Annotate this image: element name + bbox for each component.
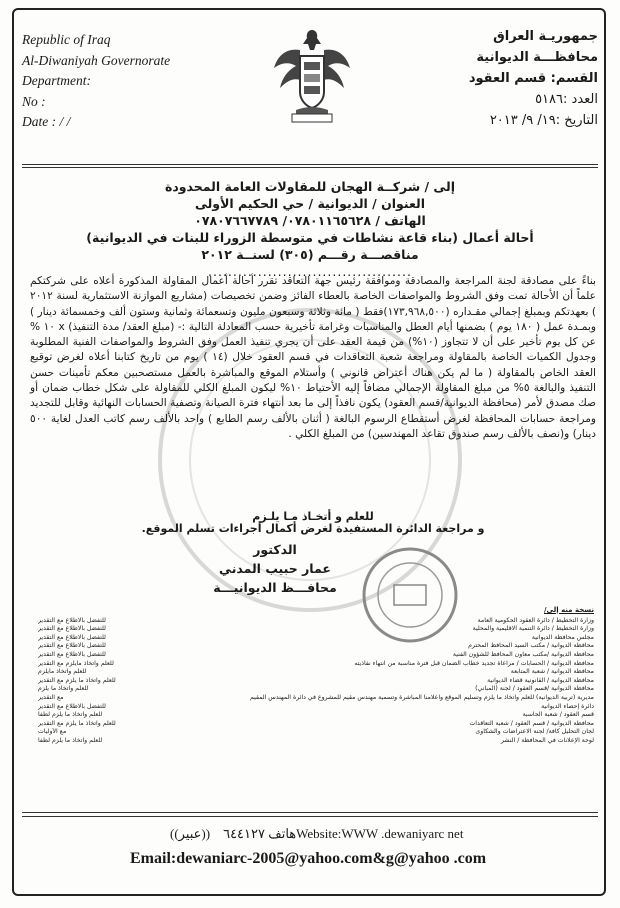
cc-note: مع التقدير <box>38 693 64 701</box>
cc-note: للعلم واتخاذ ما يلزم <box>38 685 89 693</box>
closing-line-1: للعلم و أتخـاذ مـا يلـزم <box>252 510 374 523</box>
country-ar: جمهوريـة العراق <box>493 29 598 44</box>
subject: أحالة أعمال (بناء قاعة نشاطات في متوسطة الزوراء للبنات في الديوانية) <box>86 230 534 245</box>
eagle-emblem-icon <box>270 22 354 128</box>
cc-recipient: مديرية (تربية الديوانية) للعلم واتخاذ ما يلزم وتسليم الموقع واعلامنا المباشرة وتسمية مهندس مقيم للمشروع في دائرة المهندس المقيم <box>250 693 594 701</box>
cc-recipient: محافظة الديوانية / شعبة المتابعة <box>510 668 594 676</box>
cc-note: للعلم واتخاذ مايلزم مع التقدير <box>38 659 114 667</box>
cc-note: للتفضل بالاطلاع مع التقدير <box>38 633 106 641</box>
governorate-ar: محافظـــة الديوانية <box>476 50 598 65</box>
cc-title: نسخة منه إلى/ <box>543 606 594 614</box>
footer-divider <box>22 812 598 813</box>
list-item <box>38 728 594 737</box>
list-item <box>38 660 594 669</box>
governorate-en: Al-Diwaniyah Governorate <box>22 52 171 68</box>
signature-name: عمار حبيب المدني <box>219 561 331 576</box>
department-en: Department: <box>22 73 91 88</box>
cc-recipient: محافظة الديوانية / قسم العقود / شعبة التعاقدات <box>469 719 594 727</box>
department-ar: القسم: قسم العقود <box>468 71 598 86</box>
footer-phone: هاتف ٦٤٤١٢٧ <box>223 826 297 841</box>
date-ar: التاريخ :١٩/ ٩/ ٢٠١٣ <box>489 113 598 128</box>
cc-recipient: دائرة إحصاء الديوانية <box>541 702 594 710</box>
recipient-address: العنوان / الديوانية / حي الحكيم الأولى <box>194 196 426 211</box>
cc-list <box>38 606 594 746</box>
cc-recipient: وزارة التخطيط / دائرة العقود الحكومية العامة <box>477 616 594 624</box>
letter-body <box>30 274 596 442</box>
signature-title: الدكتور <box>253 542 297 557</box>
cc-recipient: قسم العقود / شعبة الحاسبة <box>522 711 594 719</box>
number-ar: العدد :٥١٨٦ <box>535 92 598 107</box>
cc-recipient: محافظة الديوانية / القانونية قضاء الديوانية <box>487 676 594 684</box>
cc-recipient: لوحة الإعلانات في المحافظة / النشر <box>500 736 594 744</box>
cc-recipient: مجلس محافظة الديوانية <box>531 633 594 641</box>
list-item <box>38 711 594 720</box>
footer-website: ((عبير))Website:WWW .dewaniyarc net <box>170 826 464 841</box>
cc-note: للعلم واتخاذ ما يلزم لطفاً <box>38 736 103 744</box>
cc-note: للعلم واتخاذ ما يلزم لطفاً <box>38 711 103 719</box>
list-item <box>38 677 594 686</box>
cc-recipient: محافظة الديوانية /مكتب معاون المحافظ للشؤون الفنية <box>452 650 594 658</box>
tender-number: مناقصـــة رقـــم (٣٠٥) لسنــة ٢٠١٢ <box>201 247 419 262</box>
signature-block <box>190 540 360 597</box>
footer-divider-2 <box>22 816 598 817</box>
cc-note: مع الأوليات <box>38 728 67 736</box>
cc-note: للعلم واتخاذ ما يلزم مع التقدير <box>38 719 116 727</box>
list-item <box>38 617 594 626</box>
list-item <box>38 651 594 660</box>
cc-note: للتفضل بالاطلاع مع التقدير <box>38 642 106 650</box>
country-en: Republic of Iraq <box>22 32 111 47</box>
signature-role: محافـــظ الديوانيـــة <box>213 580 337 595</box>
cc-recipient: محافظة الديوانية / الحسابات / مراعاة تجديد خطاب الضمان قبل فترة مناسبة من انتهاء نفاذيته <box>354 659 594 667</box>
cc-note: للعلم واتخاذ ما يلزم مع التقدير <box>38 676 116 684</box>
date-en: Date : / / <box>22 114 71 129</box>
footer-contact <box>170 826 500 842</box>
list-item <box>38 694 594 703</box>
cc-recipient: لجان التحليل كافة/ لجنة الاعتراضات والشكاوى <box>475 728 594 736</box>
list-item <box>38 668 594 677</box>
list-item <box>38 685 594 694</box>
closing-line-2: و مراجعة الدائرة المستفيدة لغرض أكمال أجراءات تسلم الموقع. <box>141 522 485 535</box>
cc-note: للعلم واتخاذ مايلزم <box>38 668 87 676</box>
recipient: إلى / شركــة الهجان للمقاولات العامة المحدودة <box>164 179 456 194</box>
cc-recipient: محافظة الديوانية /قسم العقود / لجنة (المباني) <box>475 685 594 693</box>
cc-recipient: وزارة التخطيط / دائرة التنمية الاقليمية والمحلية <box>472 625 594 633</box>
cc-note: للتفضل بالاطلاع مع التقدير <box>38 702 106 710</box>
list-item <box>38 720 594 729</box>
list-item <box>38 634 594 643</box>
list-item <box>38 642 594 651</box>
recipient-phone: الهاتف / ٠٧٨٠١١٦٥٦٢٨/ ٠٧٨٠٧٦٦٧٧٨٩ <box>194 213 426 228</box>
number-en: No : <box>22 93 46 109</box>
dotted-separator: ......................................... <box>208 264 412 279</box>
cc-recipient: محافظة الديوانية / مكتب السيد المحافظ المحترم <box>468 642 594 650</box>
address-block <box>30 178 590 280</box>
list-item <box>38 737 594 746</box>
header-left <box>22 30 212 133</box>
footer-email: Email:dewaniarc-2005@yahoo.com&g@yahoo .com <box>130 850 487 867</box>
header-divider <box>22 164 598 165</box>
header-right <box>398 26 598 131</box>
header-divider-2 <box>22 167 598 168</box>
cc-note: للتفضل بالاطلاع مع التقدير <box>38 625 106 633</box>
cc-note: للتفضل بالاطلاع مع التقدير <box>38 616 106 624</box>
list-item <box>38 625 594 634</box>
cc-note: للتفضل بالاطلاع مع التقدير <box>38 650 106 658</box>
body-paragraph: بناءً على مصادقة لجنة المراجعة والمصادقة وموافقة رئيس جهة التعاقد تقرر أحالة أعمال المقاولة المذكورة أعلاه على شركتكم علماً أن الأحالة تمت وفق الشروط والمواصفات الخاصة بالعطاء الفائز وضمن تخصيصات (مشاريع الموازنة الاستثمارية لسنة ٢٠١٢ ) بعهدتكم وبمبلغ إجمالي مقـداره (١٧٣,٩٦٨,٥٠٠)فقط ( مائة وثلاثة وسبعون مليون وتسعمائة وثمانية وستون ألف وخمسمائة دينار ) وبمـدة عمل ( ١٨٠ يوم ) بضمنها أيام العطل والمناسبات وغرامة تأخيرية حسب المعادلة التالية :- (مبلغ العقد/ مدة التنفيذ) x ١٠ % عن كل يوم تأخير على أن لا تتجاوز (١٠%) من قيمة العقد على أن يجري تنفيذ العمل وفق الشروط والمواصفات الفنية المطلوبة وجدول الكميات الخاصة بالمقاولة ومراجعة شعبة التعاقدات في قسم العقود خلال (١٤ ) يوم من تاريخ كتابنا أعلاه لغرض توقيع العقد الخاص بالمقاولة ( ما لم يكن هناك أعتراض قانوني ) وأستلام الموقع والمباشرة بالعمل مستصحبين معكم تأمينات حسن التنفيذ والبالغة ٥% من مبلغ المقاولة الإجمالي مضافاً إليه الأحتياط ١٠% ليكون المبلغ الكلي للمقاولة على شكل خطاب ضمان أو صك مصدق لأمر (محافظة الديوانية/قسم العقود) يكون نافذاً إلى ما بعد أنتهاء فترة الصيانة وتصفية الحسابات النهائية وقابل للتجديد ومراجعة حسابات المحافظة لغرض أستقطاع الرسوم البالغة ( أثنان بالألف رسم الطابع ) واحد بالألف رسم كاتب العدل لغاية ٥٠٠ دينار) و(نصف بالألف رسم صندوق تقاعد المهندسين) من المبلغ الكلي . <box>30 275 597 440</box>
list-item <box>38 703 594 712</box>
